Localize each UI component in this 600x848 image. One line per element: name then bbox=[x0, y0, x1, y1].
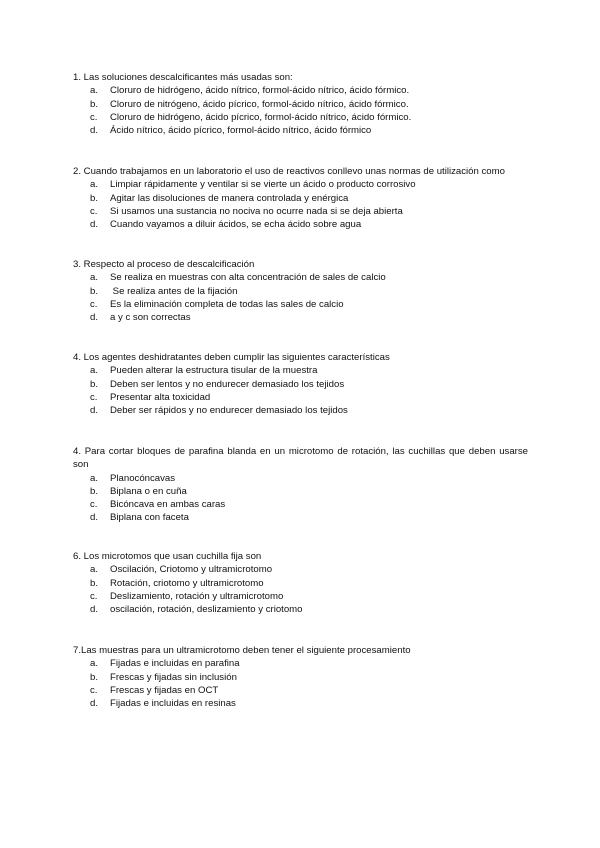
option-letter: a. bbox=[90, 179, 99, 191]
option-text: Fijadas e incluidas en resinas bbox=[110, 698, 236, 710]
option-text: Es la eliminación completa de todas las sales de calcio bbox=[110, 298, 344, 310]
option-letter: d. bbox=[90, 604, 99, 616]
option-text: Deber ser rápidos y no endurecer demasiado los tejidos bbox=[110, 405, 348, 417]
option-letter: b. bbox=[90, 671, 99, 683]
answer-option bbox=[73, 124, 528, 137]
answer-option bbox=[73, 111, 528, 124]
option-letter: a. bbox=[90, 365, 99, 377]
option-letter: d. bbox=[90, 512, 99, 524]
option-text: Se realiza en muestras con alta concentración de sales de calcio bbox=[110, 272, 386, 284]
option-text: Ácido nítrico, ácido pícrico, formol-ácido nítrico, ácido fórmico bbox=[110, 125, 372, 137]
option-text: Oscilación, Criotomo y ultramicrotomo bbox=[110, 564, 273, 576]
question-5 bbox=[73, 445, 528, 525]
option-text: Si usamos una sustancia no nociva no ocurre nada si se deja abierta bbox=[110, 205, 403, 217]
option-letter: d. bbox=[90, 312, 99, 324]
option-text: Biplana o en cuña bbox=[110, 485, 187, 497]
option-text: a y c son correctas bbox=[110, 312, 191, 324]
option-letter: c. bbox=[90, 298, 98, 310]
answer-option bbox=[73, 391, 528, 404]
option-text: Pueden alterar la estructura tisular de la muestra bbox=[110, 365, 318, 377]
option-letter: c. bbox=[90, 684, 98, 696]
option-letter: b. bbox=[90, 192, 99, 204]
option-letter: b. bbox=[90, 485, 99, 497]
option-letter: c. bbox=[90, 111, 98, 123]
option-text: Frescas y fijadas sin inclusión bbox=[110, 671, 237, 683]
option-text: Bicóncava en ambas caras bbox=[110, 499, 226, 511]
option-letter: b. bbox=[90, 98, 99, 110]
answer-option bbox=[73, 684, 528, 697]
question-1 bbox=[73, 71, 528, 137]
question-title: 1. Las soluciones descalcificantes más usadas son: bbox=[73, 72, 293, 83]
answer-option bbox=[73, 472, 528, 485]
option-text: Cloruro de hidrógeno, ácido nítrico, formol-ácido nítrico, ácido fórmico. bbox=[110, 85, 410, 97]
question-3 bbox=[73, 258, 528, 324]
answer-option bbox=[73, 311, 528, 324]
question-title: 6. Los microtomos que usan cuchilla fija son bbox=[73, 551, 262, 562]
answer-option bbox=[73, 98, 528, 111]
option-letter: a. bbox=[90, 272, 99, 284]
option-text: Cuando vayamos a diluir ácidos, se echa ácido sobre agua bbox=[110, 219, 362, 231]
answer-option bbox=[73, 590, 528, 603]
answer-option bbox=[73, 577, 528, 590]
answer-option bbox=[73, 178, 528, 191]
option-text: Cloruro de nitrógeno, ácido pícrico, formol-ácido nítrico, ácido fórmico. bbox=[110, 98, 409, 110]
option-text: Fijadas e incluidas en parafina bbox=[110, 658, 240, 670]
question-title: 3. Respecto al proceso de descalcificación bbox=[73, 259, 255, 270]
answer-option bbox=[73, 84, 528, 97]
option-text: Cloruro de hidrógeno, ácido pícrico, formol-ácido nítrico, ácido fórmico. bbox=[110, 111, 412, 123]
option-letter: a. bbox=[90, 85, 99, 97]
question-6 bbox=[73, 550, 528, 616]
option-letter: a. bbox=[90, 564, 99, 576]
question-title: 7.Las muestras para un ultramicrotomo deben tener el siguiente procesamiento bbox=[73, 645, 411, 656]
option-letter: c. bbox=[90, 391, 98, 403]
option-letter: c. bbox=[90, 499, 98, 511]
option-text: Agitar las disoluciones de manera controlada y enérgica bbox=[110, 192, 349, 204]
question-2 bbox=[73, 165, 528, 231]
question-7 bbox=[73, 644, 528, 710]
option-letter: d. bbox=[90, 698, 99, 710]
answer-option bbox=[73, 498, 528, 511]
question-title: 2. Cuando trabajamos en un laboratorio el uso de reactivos conllevo unas normas de utilización como bbox=[73, 166, 505, 177]
answer-option bbox=[73, 378, 528, 391]
option-letter: d. bbox=[90, 219, 99, 231]
option-text: oscilación, rotación, deslizamiento y criotomo bbox=[110, 604, 303, 616]
answer-option bbox=[73, 192, 528, 205]
question-title: 4. Los agentes deshidratantes deben cumplir las siguientes características bbox=[73, 352, 390, 363]
question-title: 4. Para cortar bloques de parafina blanda en un microtomo de rotación, las cuchillas que deben usarse son bbox=[73, 446, 528, 471]
answer-option bbox=[73, 271, 528, 284]
answer-option bbox=[73, 404, 528, 417]
answer-option bbox=[73, 697, 528, 710]
answer-option bbox=[73, 657, 528, 670]
option-letter: c. bbox=[90, 205, 98, 217]
option-text: Frescas y fijadas en OCT bbox=[110, 684, 219, 696]
option-text: Biplana con faceta bbox=[110, 512, 189, 524]
answer-option bbox=[73, 563, 528, 576]
answer-option bbox=[73, 218, 528, 231]
option-letter: b. bbox=[90, 577, 99, 589]
answer-option bbox=[73, 364, 528, 377]
answer-option bbox=[73, 671, 528, 684]
answer-option bbox=[73, 485, 528, 498]
option-letter: b. bbox=[90, 378, 99, 390]
option-letter: c. bbox=[90, 590, 98, 602]
answer-option bbox=[73, 205, 528, 218]
answer-option bbox=[73, 285, 528, 298]
option-text: Deben ser lentos y no endurecer demasiado los tejidos bbox=[110, 378, 345, 390]
option-text: Presentar alta toxicidad bbox=[110, 391, 211, 403]
answer-option bbox=[73, 511, 528, 524]
option-letter: d. bbox=[90, 125, 99, 137]
option-text: Limpiar rápidamente y ventilar si se vierte un ácido o producto corrosivo bbox=[110, 179, 416, 191]
option-text: Rotación, criotomo y ultramicrotomo bbox=[110, 577, 264, 589]
option-letter: b. bbox=[90, 285, 99, 297]
option-text: Se realiza antes de la fijación bbox=[110, 285, 238, 297]
answer-option bbox=[73, 298, 528, 311]
option-text: Planocóncavas bbox=[110, 472, 176, 484]
option-letter: a. bbox=[90, 472, 99, 484]
option-letter: a. bbox=[90, 658, 99, 670]
option-letter: d. bbox=[90, 405, 99, 417]
answer-option bbox=[73, 603, 528, 616]
question-4 bbox=[73, 351, 528, 417]
option-text: Deslizamiento, rotación y ultramicrotomo bbox=[110, 590, 284, 602]
